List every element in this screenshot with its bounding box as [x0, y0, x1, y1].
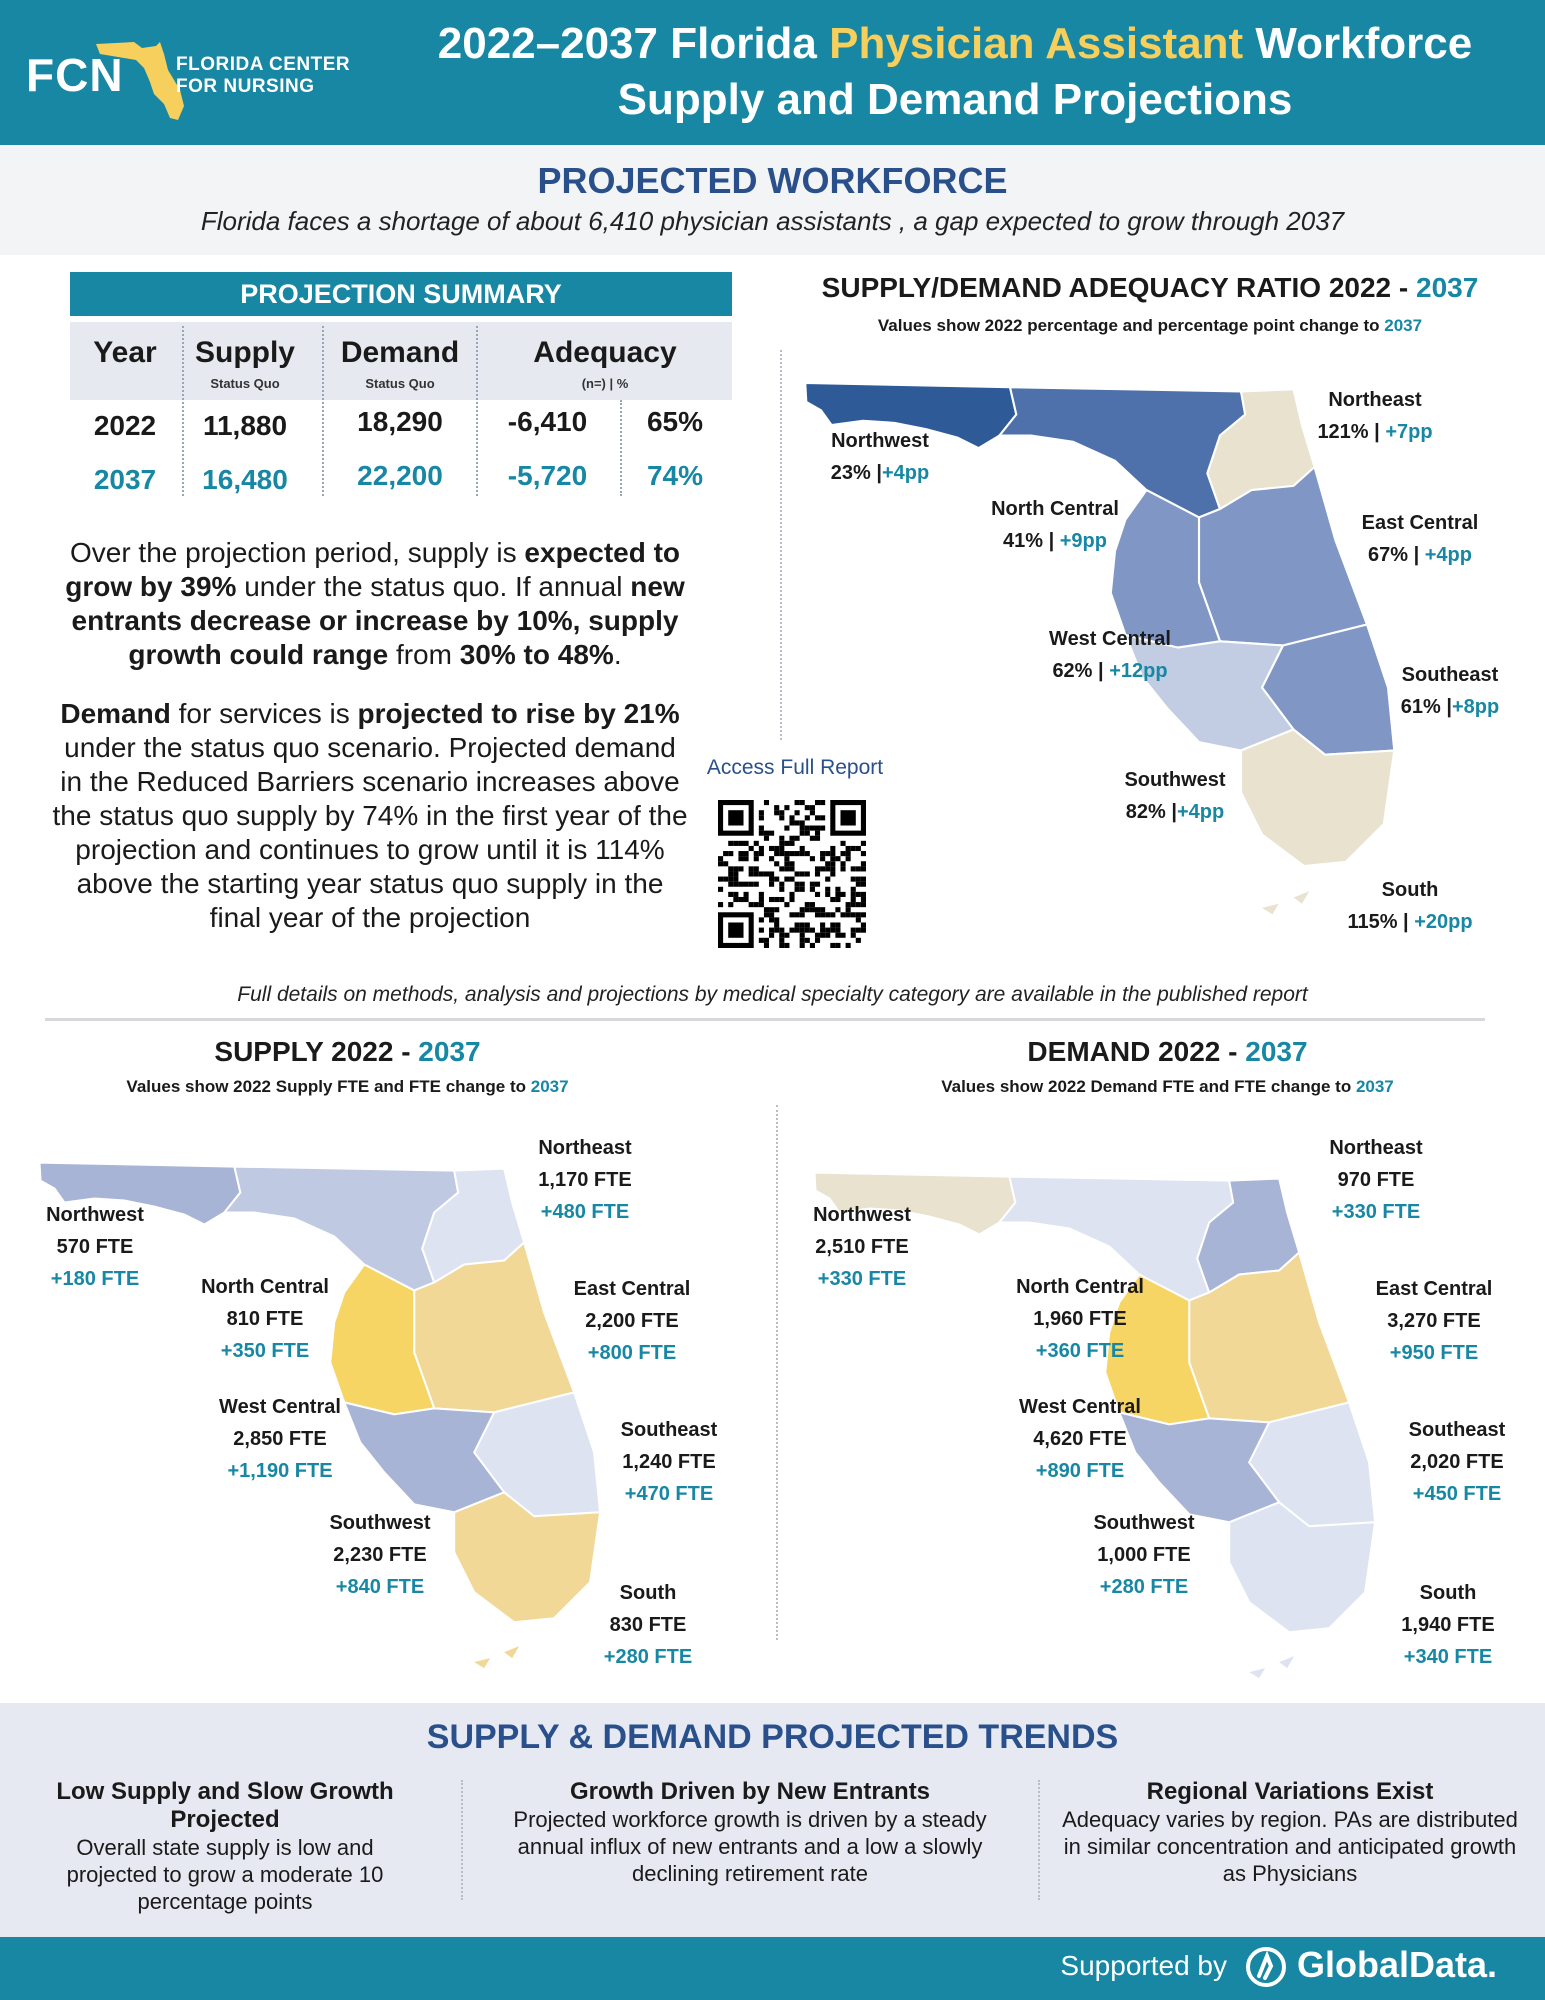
adequacy-label-west-central: West Central 62% | +12pp: [1049, 628, 1171, 682]
logo-abbreviation: FCN: [26, 49, 124, 101]
footnote: Full details on methods, analysis and projections by medical specialty category are available in the published report: [237, 983, 1308, 1006]
trend-divider: [461, 1780, 463, 1900]
adequacy-label-north-central: North Central 41% | +9pp: [991, 498, 1119, 552]
page-title: [380, 16, 1530, 128]
row-2022-adequacy-pct: 65%: [646, 406, 704, 437]
col-demand: Demand: [340, 336, 460, 369]
florida-keys: [1249, 1656, 1294, 1678]
col-adequacy-sub: (n=) | %: [581, 376, 629, 391]
section-divider: [776, 1105, 778, 1640]
row-2037-supply: 16,480: [202, 464, 288, 495]
supply-label-east-central: East Central 2,200 FTE +800 FTE: [573, 1278, 691, 1364]
florida-keys: [1262, 891, 1309, 914]
supply-map-subtitle: Values show 2022 Supply FTE and FTE change to 2037: [126, 1077, 569, 1096]
supply-label-southeast: Southeast 1,240 FTE +470 FTE: [620, 1419, 718, 1505]
demand-label-east-central: East Central 3,270 FTE +950 FTE: [1375, 1278, 1493, 1364]
florida-keys: [474, 1646, 519, 1668]
title-part2: Workforce: [1243, 19, 1473, 68]
supported-by-label: Supported by: [1060, 1950, 1227, 1981]
logo-name-line1: FLORIDA CENTER: [176, 54, 351, 75]
demand-map-title: DEMAND 2022 - 2037: [1027, 1036, 1308, 1067]
supply-label-south: South 830 FTE +280 FTE: [603, 1582, 693, 1668]
section-divider: [780, 350, 782, 740]
demand-label-south: South 1,940 FTE +340 FTE: [1401, 1582, 1495, 1668]
title-part1: 2022–2037 Florida: [437, 19, 830, 68]
trends-title: SUPPLY & DEMAND PROJECTED TRENDS: [426, 1718, 1119, 1756]
adequacy-label-southwest: Southwest 82% |+4pp: [1124, 769, 1226, 823]
logo-name: [176, 54, 350, 98]
adequacy-label-northeast: Northeast 121% | +7pp: [1317, 389, 1433, 443]
demand-paragraph: Demand for services is projected to rise by 21% under the status quo scenario. Projected demand in the Reduced Barriers scenario increases above the status quo supply by 74% in the first year of the projection and continues to grow until it is 114% above the starting year status quo supply in the final year of the projection: [52, 698, 688, 933]
row-2037-demand: 22,200: [357, 460, 443, 491]
col-year: Year: [93, 336, 157, 369]
demand-label-southeast: Southeast 2,020 FTE +450 FTE: [1408, 1419, 1506, 1505]
projected-workforce-subtitle: Florida faces a shortage of about 6,410 physician assistants , a gap expected to grow through 2037: [200, 206, 1345, 236]
adequacy-label-southeast: Southeast 61% |+8pp: [1400, 664, 1500, 718]
adequacy-map-subtitle: Values show 2022 percentage and percentage point change to 2037: [877, 316, 1423, 335]
projection-summary-title: PROJECTION SUMMARY: [70, 272, 732, 316]
trend-heading: Growth Driven by New Entrants: [569, 1778, 931, 1805]
supply-label-northwest: Northwest 570 FTE +180 FTE: [46, 1204, 144, 1290]
trend-item: [1060, 1778, 1520, 1887]
trend-item: [490, 1778, 1010, 1887]
row-2022-supply: 11,880: [202, 410, 288, 441]
demand-label-northwest: Northwest 2,510 FTE +330 FTE: [813, 1204, 911, 1290]
adequacy-label-northwest: Northwest 23% |+4pp: [830, 430, 930, 484]
supply-map-title: SUPPLY 2022 - 2037: [214, 1036, 481, 1067]
trend-divider: [1038, 1780, 1040, 1900]
col-supply-sub: Status Quo: [210, 376, 280, 391]
demand-map-subtitle: Values show 2022 Demand FTE and FTE change to 2037: [941, 1077, 1394, 1096]
row-2022-demand: 18,290: [357, 406, 443, 437]
demand-label-southwest: Southwest 1,000 FTE +280 FTE: [1093, 1512, 1195, 1598]
supply-label-west-central: West Central 2,850 FTE +1,190 FTE: [219, 1396, 341, 1482]
trend-body: Projected workforce growth is driven by a steady annual influx of new entrants and a low a slowly declining retirement rate: [513, 1807, 987, 1886]
title-line2: Supply and Demand Projections: [617, 75, 1293, 124]
horizontal-divider: [45, 1018, 1485, 1021]
supply-label-northeast: Northeast 1,170 FTE +480 FTE: [538, 1137, 632, 1223]
supply-paragraph: Over the projection period, supply is expected to grow by 39% under the status quo. If annual new entrants decrease or increase by 10%, supply growth could range from 30% to 48%.: [65, 537, 685, 670]
adequacy-label-south: South 115% | +20pp: [1347, 879, 1473, 933]
globaldata-logo-icon: [1245, 1946, 1287, 1988]
trend-body: Overall state supply is low and projected to grow a moderate 10 percentage points: [66, 1835, 384, 1914]
fcn-logo: [26, 22, 366, 122]
adequacy-map-title: SUPPLY/DEMAND ADEQUACY RATIO 2022 - 2037: [821, 272, 1479, 303]
globaldata-brand: GlobalData.: [1297, 1944, 1498, 1985]
row-2037-year: 2037: [93, 464, 157, 495]
title-highlight: Physician Assistant: [829, 19, 1244, 68]
trend-item: [40, 1778, 410, 1915]
col-supply: Supply: [194, 336, 295, 369]
row-2037-adequacy-n: -5,720: [507, 460, 588, 491]
projected-workforce-title: PROJECTED WORKFORCE: [537, 160, 1008, 201]
trend-heading: Low Supply and Slow Growth Projected: [56, 1778, 394, 1833]
row-2022-year: 2022: [93, 410, 157, 441]
supply-label-north-central: North Central 810 FTE +350 FTE: [201, 1276, 329, 1362]
demand-label-north-central: North Central 1,960 FTE +360 FTE: [1016, 1276, 1144, 1362]
trend-body: Adequacy varies by region. PAs are distributed in similar concentration and anticipated growth as Physicians: [1062, 1807, 1518, 1886]
col-adequacy: Adequacy: [533, 336, 677, 369]
trend-heading: Regional Variations Exist: [1146, 1778, 1434, 1805]
col-demand-sub: Status Quo: [365, 376, 435, 391]
row-2037-adequacy-pct: 74%: [646, 460, 704, 491]
demand-label-northeast: Northeast 970 FTE +330 FTE: [1329, 1137, 1423, 1223]
adequacy-label-east-central: East Central 67% | +4pp: [1361, 512, 1479, 566]
logo-name-line2: FOR NURSING: [176, 76, 315, 97]
demand-label-west-central: West Central 4,620 FTE +890 FTE: [1019, 1396, 1141, 1482]
supply-label-southwest: Southwest 2,230 FTE +840 FTE: [329, 1512, 431, 1598]
qr-label: Access Full Report: [706, 756, 884, 779]
row-2022-adequacy-n: -6,410: [507, 406, 588, 437]
